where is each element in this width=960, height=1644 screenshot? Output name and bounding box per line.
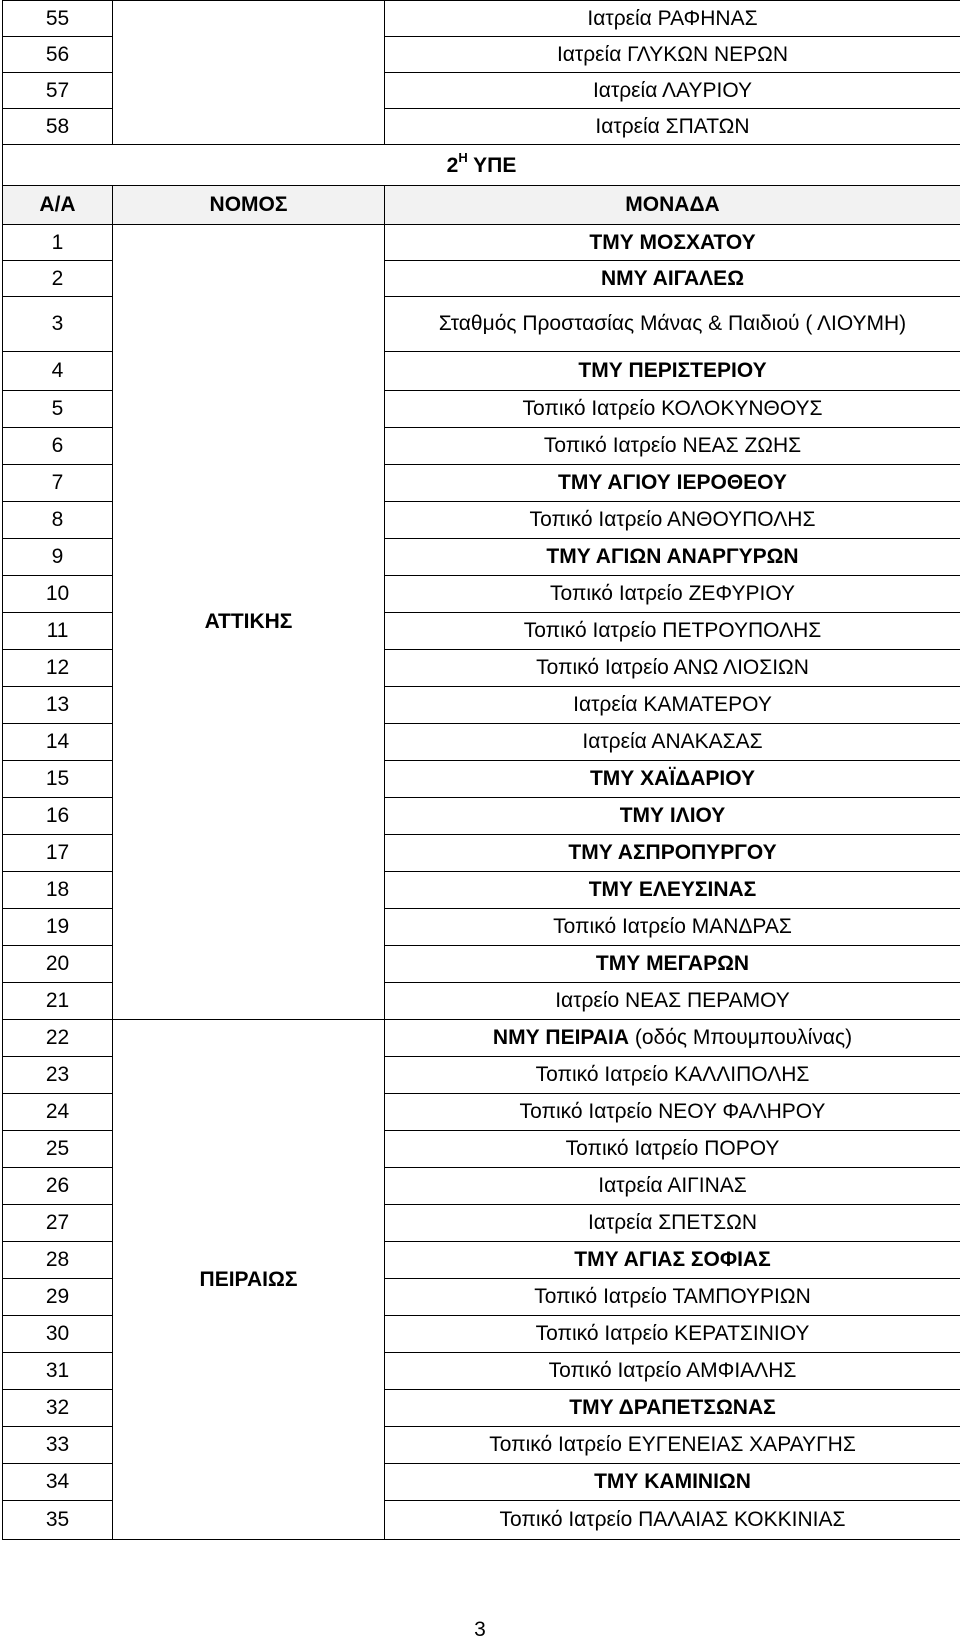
section-banner-row <box>3 145 960 186</box>
region-attica: ΑΤΤΙΚΗΣ <box>113 225 385 1020</box>
unit-name: ΤΜΥ ΜΕΓΑΡΩΝ <box>385 946 960 983</box>
unit-name: Τοπικό Ιατρείο ΤΑΜΠΟΥΡΙΩΝ <box>385 1279 960 1316</box>
unit-name: ΤΜΥ ΑΓΙΑΣ ΣΟΦΙΑΣ <box>385 1242 960 1279</box>
row-number: 57 <box>3 73 113 109</box>
row-number: 3 <box>3 297 113 352</box>
row-number: 10 <box>3 576 113 613</box>
unit-name: ΤΜΥ ΜΟΣΧΑΤΟΥ <box>385 225 960 261</box>
unit-name: Τοπικό Ιατρείο ΕΥΓΕΝΕΙΑΣ ΧΑΡΑΥΓΗΣ <box>385 1427 960 1464</box>
row-number: 18 <box>3 872 113 909</box>
region-piraeus: ΠΕΙΡΑΙΩΣ <box>113 1020 385 1540</box>
unit-name: Ιατρεία ΣΠΑΤΩΝ <box>385 109 960 145</box>
unit-name: Τοπικό Ιατρείο ΠΟΡΟΥ <box>385 1131 960 1168</box>
unit-name: Τοπικό Ιατρείο ΖΕΦΥΡΙΟΥ <box>385 576 960 613</box>
row-number: 8 <box>3 502 113 539</box>
row-number: 20 <box>3 946 113 983</box>
row-number: 14 <box>3 724 113 761</box>
row-number: 22 <box>3 1020 113 1057</box>
row-number: 5 <box>3 391 113 428</box>
unit-name: ΤΜΥ ΑΓΙΟΥ ΙΕΡΟΘΕΟΥ <box>385 465 960 502</box>
row-number: 21 <box>3 983 113 1020</box>
row-number: 9 <box>3 539 113 576</box>
region-cell-empty <box>113 1 385 145</box>
unit-name: Τοπικό Ιατρείο ΝΕΑΣ ΖΩΗΣ <box>385 428 960 465</box>
unit-name: Τοπικό Ιατρείο ΑΝΘΟΥΠΟΛΗΣ <box>385 502 960 539</box>
unit-name: Ιατρεία ΚΑΜΑΤΕΡΟΥ <box>385 687 960 724</box>
unit-name: ΤΜΥ ΙΛΙΟΥ <box>385 798 960 835</box>
row-number: 33 <box>3 1427 113 1464</box>
header-monada: ΜΟΝΑΔΑ <box>385 186 960 225</box>
row-number: 28 <box>3 1242 113 1279</box>
unit-name: Τοπικό Ιατρείο ΚΕΡΑΤΣΙΝΙΟΥ <box>385 1316 960 1353</box>
row-number: 6 <box>3 428 113 465</box>
row-number: 25 <box>3 1131 113 1168</box>
unit-name: Ιατρεία ΑΙΓΙΝΑΣ <box>385 1168 960 1205</box>
unit-name: ΤΜΥ ΑΣΠΡΟΠΥΡΓΟΥ <box>385 835 960 872</box>
unit-name: ΝΜΥ ΑΙΓΑΛΕΩ <box>385 261 960 297</box>
table-row <box>3 1020 960 1057</box>
row-number: 1 <box>3 225 113 261</box>
row-number: 4 <box>3 352 113 391</box>
unit-name: Τοπικό Ιατρείο ΠΕΤΡΟΥΠΟΛΗΣ <box>385 613 960 650</box>
unit-name: ΤΜΥ ΑΓΙΩΝ ΑΝΑΡΓΥΡΩΝ <box>385 539 960 576</box>
unit-name: Τοπικό Ιατρείο ΚΑΛΛΙΠΟΛΗΣ <box>385 1057 960 1094</box>
unit-name: Σταθμός Προστασίας Μάνας & Παιδιού ( ΛΙΟΥΜΗ) <box>385 297 960 352</box>
row-number: 29 <box>3 1279 113 1316</box>
unit-name: Ιατρεία ΑΝΑΚΑΣΑΣ <box>385 724 960 761</box>
row-number: 17 <box>3 835 113 872</box>
row-number: 32 <box>3 1390 113 1427</box>
row-number: 31 <box>3 1353 113 1390</box>
row-number: 19 <box>3 909 113 946</box>
unit-name: ΤΜΥ ΕΛΕΥΣΙΝΑΣ <box>385 872 960 909</box>
row-number: 27 <box>3 1205 113 1242</box>
table-header-row <box>3 186 960 225</box>
row-number: 16 <box>3 798 113 835</box>
page-number: 3 <box>474 1618 486 1641</box>
unit-name: Τοπικό Ιατρείο ΑΝΩ ΛΙΟΣΙΩΝ <box>385 650 960 687</box>
row-number: 58 <box>3 109 113 145</box>
unit-name: Τοπικό Ιατρείο ΚΟΛΟΚΥΝΘΟΥΣ <box>385 391 960 428</box>
row-number: 7 <box>3 465 113 502</box>
row-number: 15 <box>3 761 113 798</box>
unit-name: ΝΜΥ ΠΕΙΡΑΙΑ (οδός Μπουμπουλίνας) <box>385 1020 960 1057</box>
unit-name: ΤΜΥ ΔΡΑΠΕΤΣΩΝΑΣ <box>385 1390 960 1427</box>
unit-name: Τοπικό Ιατρείο ΑΜΦΙΑΛΗΣ <box>385 1353 960 1390</box>
units-table <box>2 0 960 1540</box>
row-number: 35 <box>3 1501 113 1540</box>
row-number: 2 <box>3 261 113 297</box>
unit-name: ΤΜΥ ΠΕΡΙΣΤΕΡΙΟΥ <box>385 352 960 391</box>
unit-name: Τοπικό Ιατρείο ΠΑΛΑΙΑΣ ΚΟΚΚΙΝΙΑΣ <box>385 1501 960 1540</box>
row-number: 34 <box>3 1464 113 1501</box>
row-number: 26 <box>3 1168 113 1205</box>
section-title: $2^H$ ΥΠΕ <box>3 145 960 186</box>
unit-name: Τοπικό Ιατρείο ΝΕΟΥ ΦΑΛΗΡΟΥ <box>385 1094 960 1131</box>
unit-name: Ιατρείο ΝΕΑΣ ΠΕΡΑΜΟΥ <box>385 983 960 1020</box>
row-number: 23 <box>3 1057 113 1094</box>
row-number: 55 <box>3 1 113 37</box>
unit-name: Ιατρεία ΛΑΥΡΙΟΥ <box>385 73 960 109</box>
unit-name: ΤΜΥ ΚΑΜΙΝΙΩΝ <box>385 1464 960 1501</box>
unit-name: Ιατρεία ΣΠΕΤΣΩΝ <box>385 1205 960 1242</box>
row-number: 56 <box>3 37 113 73</box>
table-row <box>3 225 960 261</box>
row-number: 11 <box>3 613 113 650</box>
table-row <box>3 1 960 37</box>
row-number: 24 <box>3 1094 113 1131</box>
row-number: 30 <box>3 1316 113 1353</box>
header-aa: Α/Α <box>3 186 113 225</box>
header-nomos: ΝΟΜΟΣ <box>113 186 385 225</box>
row-number: 13 <box>3 687 113 724</box>
unit-name: Ιατρεία ΓΛΥΚΩΝ ΝΕΡΩΝ <box>385 37 960 73</box>
unit-name: ΤΜΥ ΧΑΪΔΑΡΙΟΥ <box>385 761 960 798</box>
unit-name: Ιατρεία ΡΑΦΗΝΑΣ <box>385 1 960 37</box>
unit-name: Τοπικό Ιατρείο ΜΑΝΔΡΑΣ <box>385 909 960 946</box>
row-number: 12 <box>3 650 113 687</box>
